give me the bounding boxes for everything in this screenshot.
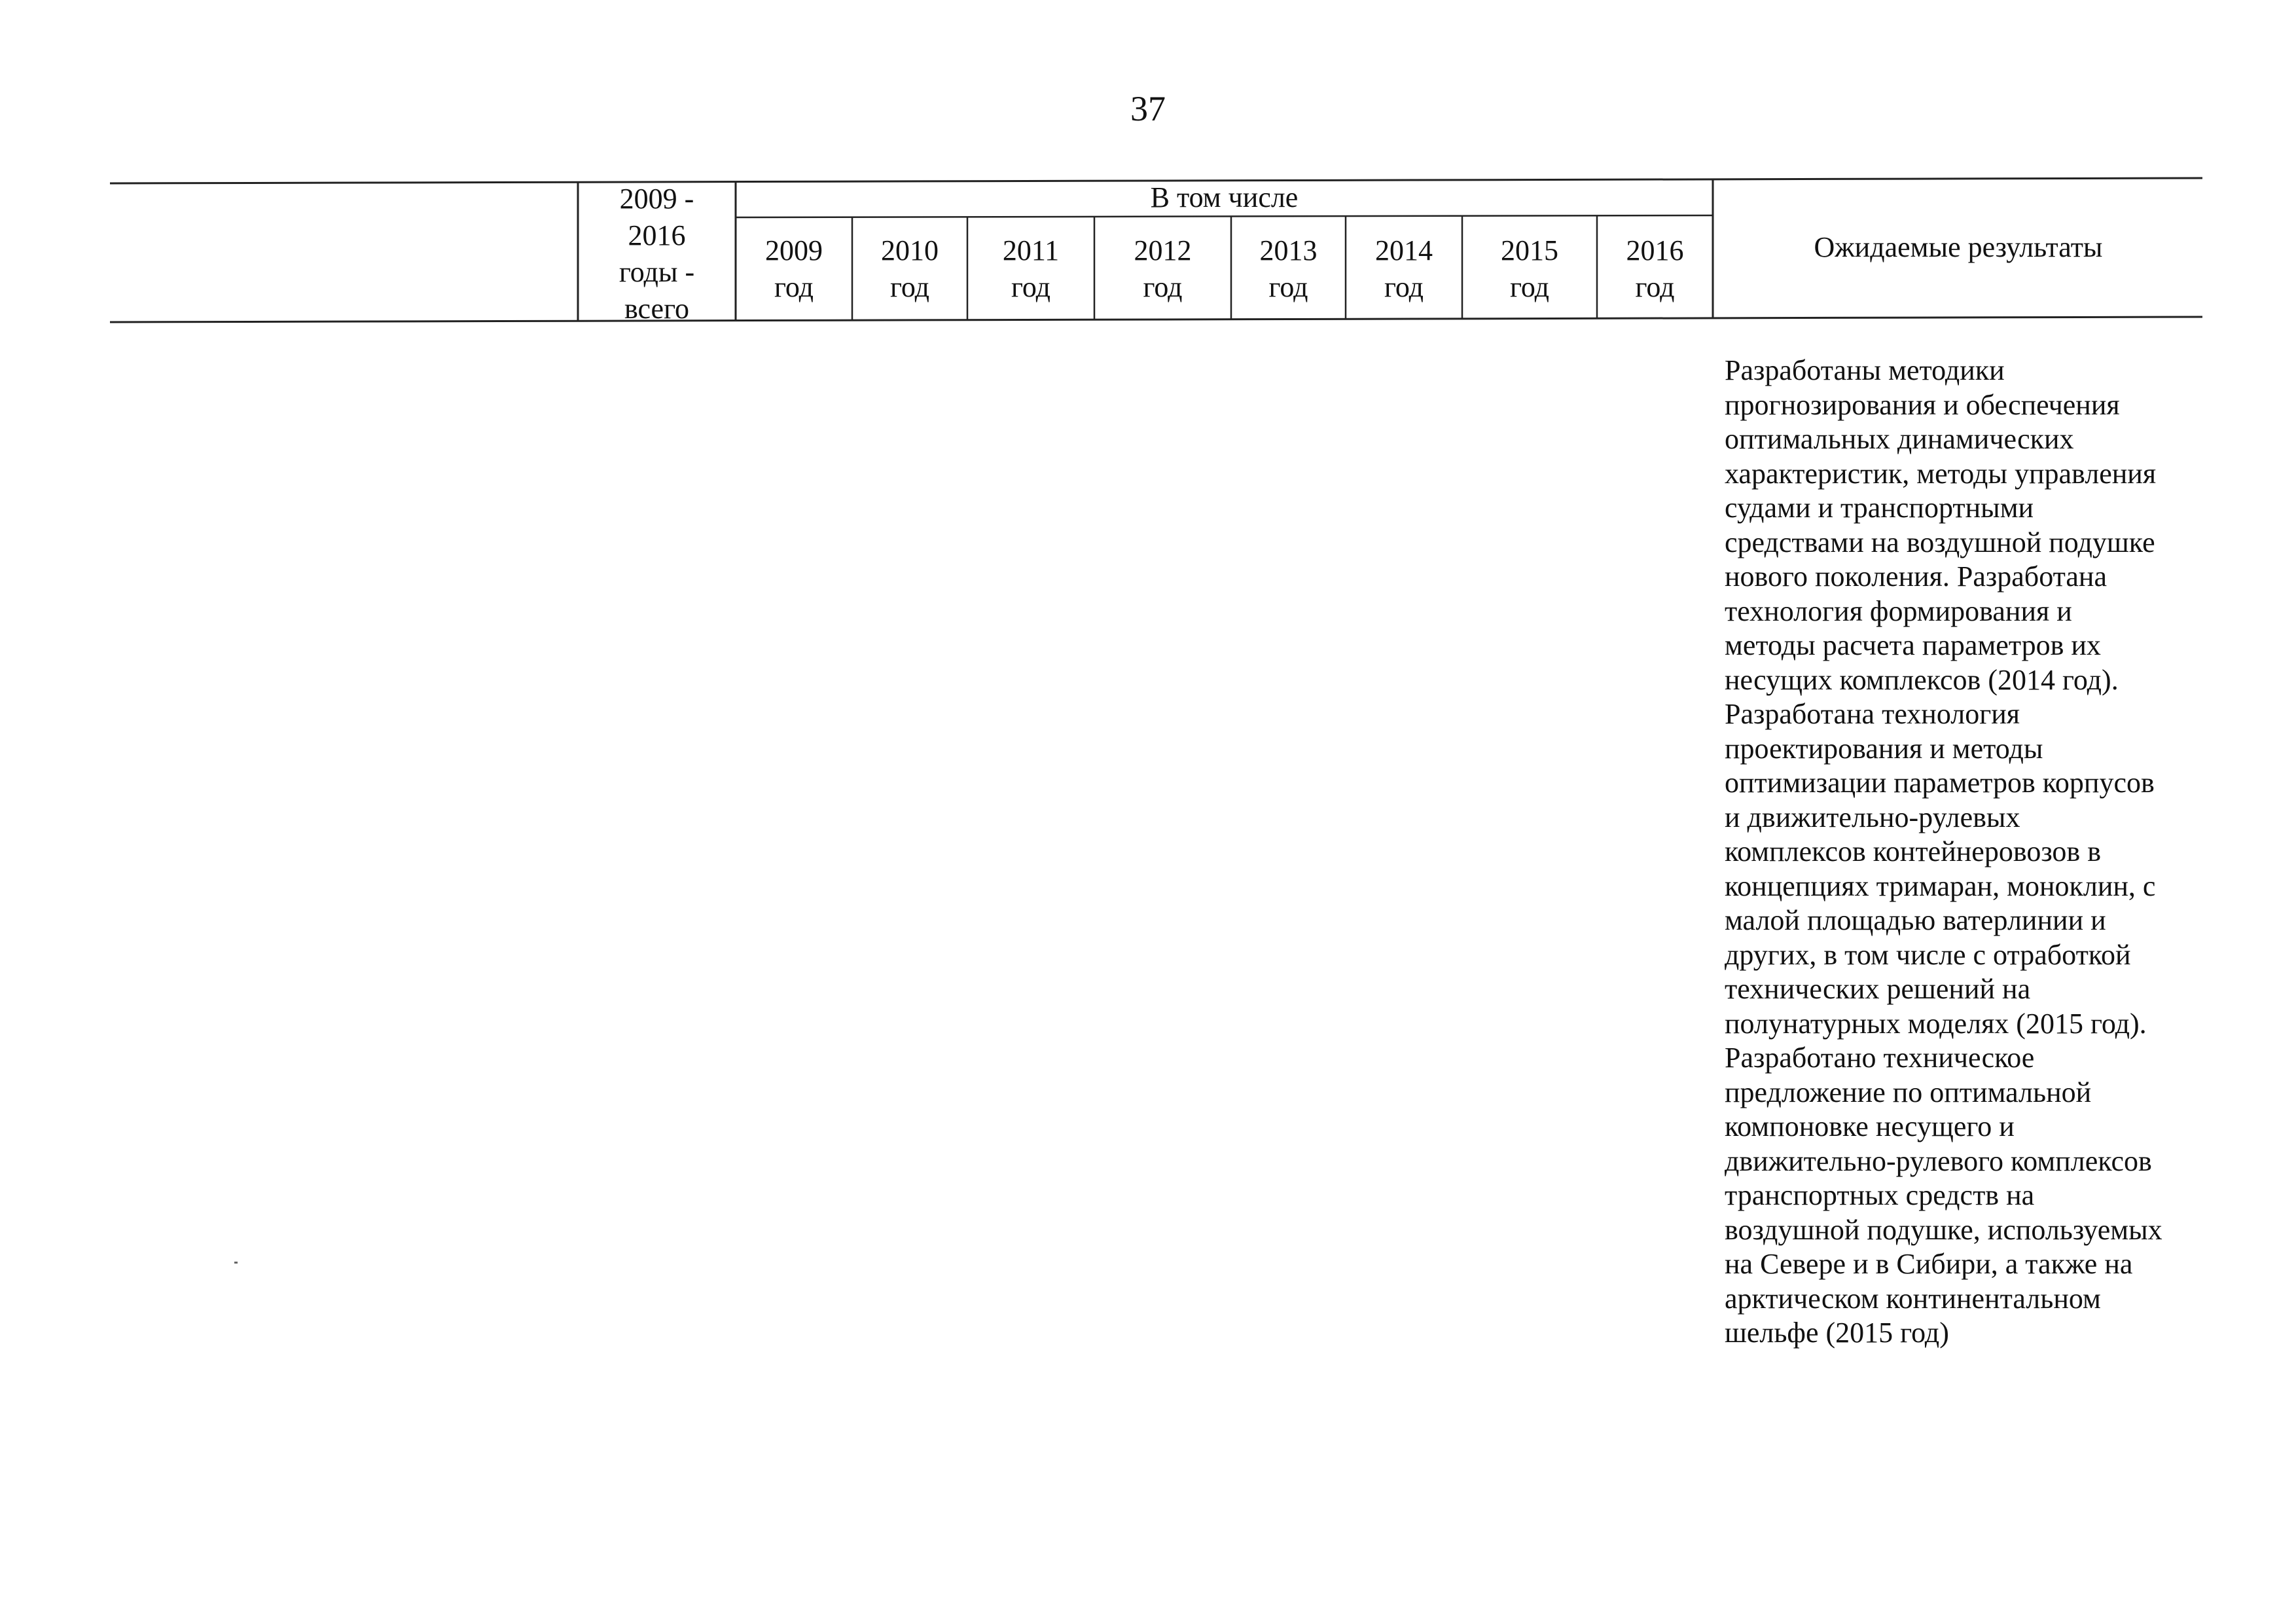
year-header-2009 (736, 232, 852, 306)
year-header-2012 (1094, 232, 1231, 306)
total-header-line: всего (624, 293, 690, 325)
year-value: 2012 (1134, 234, 1192, 266)
year-unit: год (774, 271, 814, 303)
year-value: 2009 (765, 234, 823, 266)
year-unit: год (1011, 271, 1051, 303)
expected-results-text: Разработаны методики прогнозирования и обеспечения оптимальных динамических характеристик, методы управления судами и транспортными средствами на воздушной подушке нового поколения. Разработана технология формирования и методы расчета параметров их несущих комплексов (2014 год). Разработана технология проектирования и методы оптимизации параметров корпусов и движительно-рулевых комплексов контейнеровозов в концепциях тримаран, моноклин, с малой площадью ватерлинии и других, в том числе с отработкой технических решений на полунатурных моделях (2015 год). Разработано техническое предложение по оптимальной компоновке несущего и движительно-рулевого комплексов транспортных средств на воздушной подушке, используемых на Севере и в Сибири, а также на арктическом континентальном шельфе (2015 год) (1725, 354, 2162, 1349)
year-unit: год (1384, 271, 1424, 303)
total-header-line: годы - (619, 256, 695, 288)
year-unit: год (1143, 271, 1183, 303)
year-header-2013 (1231, 232, 1346, 306)
total-header-line: 2016 (628, 219, 686, 251)
year-header-2010 (852, 232, 967, 306)
year-unit: год (1268, 271, 1308, 303)
year-header-2014 (1346, 232, 1462, 306)
year-header-2016 (1597, 232, 1713, 306)
year-value: 2013 (1259, 234, 1318, 266)
year-header-2015 (1462, 232, 1597, 306)
year-header-2011 (967, 232, 1094, 306)
year-unit: год (1635, 271, 1675, 303)
year-value: 2011 (1002, 234, 1060, 266)
total-header-cell (579, 181, 734, 327)
results-header: Ожидаемые результаты (1814, 231, 2103, 263)
scan-speck (234, 1262, 238, 1264)
header-bottom-rule (110, 317, 2202, 322)
year-value: 2016 (1626, 234, 1684, 266)
year-unit: год (1509, 271, 1550, 303)
year-value: 2015 (1501, 234, 1558, 266)
year-value: 2010 (881, 234, 939, 266)
page-number: 37 (1130, 89, 1166, 128)
year-unit: год (889, 271, 930, 303)
including-header: В том числе (1150, 181, 1299, 213)
total-header-line: 2009 - (619, 183, 694, 215)
year-value: 2014 (1375, 234, 1433, 266)
